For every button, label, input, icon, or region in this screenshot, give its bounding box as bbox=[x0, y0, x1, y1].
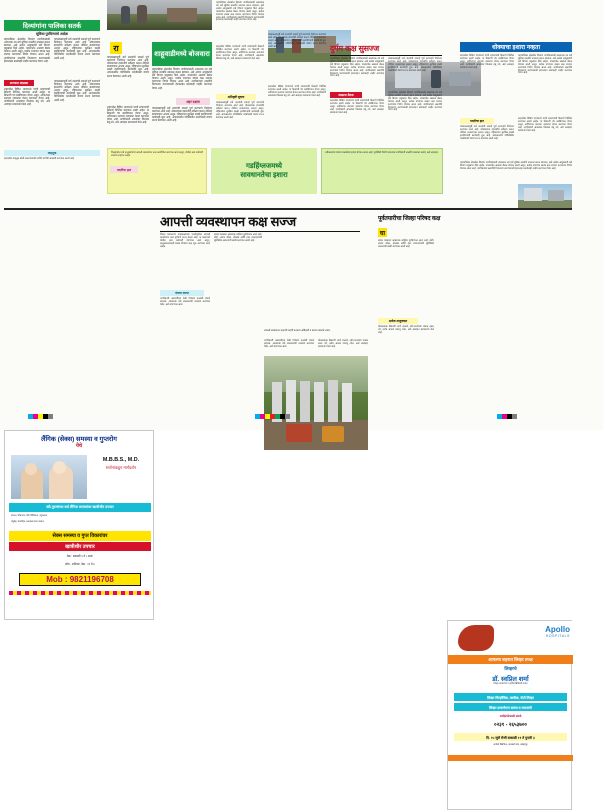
right-col-a: शहरातील विविध भागांमध्ये पाणी साचण्याची ठिकाणे निश्चित करण्यात आली आहेत. या ठिकाणी पंप बसविण्यात येणार असून, अग्निशमन दलाच्या जवानांना तैनात करण्यात येणार आहे. नागरिकांनी अफवांवर विश्वास ठेवू नये, असे आवाहन प्रशासनाने केले आहे. bbox=[460, 54, 514, 69]
left-subhead: सुविधा पुरविण्याचे आदेश bbox=[36, 32, 68, 36]
second-lead-text: जिल्हा प्रशासनाने पावसाळ्याच्या पार्श्वभूमीवर आपत्ती व्यवस्थापन कक्ष पूर्णपणे सज्ज ठेवला आहे. या कक्षामध्ये चोवीस तास कर्मचारी नेमण्यात आले असून, तालुकास्तरावरही स्वतंत्र नियंत्रण कक्ष सुरू करण्यात आले आहेत. bbox=[160, 233, 210, 248]
rule-under-main-headline bbox=[160, 231, 360, 232]
col6-text-a: पावसाळ्यापूर्वी सर्व नाल्यांची सफाई पूर्ण करण्याचे नियोजन करण्यात आले आहे. धोकादायक इमारतींचे सर्वेक्षण करून नोटिसा बजावण्यात आल्या असून, रहिवाशांना सुरक्षित स्थळी हलविण्याची कार्यवाही सुरू आहे. आपत्कालीन परिस्थितीत मदतीसाठी यंत्रणा सज्ज ठेवण्यात आली आहे. bbox=[268, 33, 326, 48]
headline-dhokyacha: धोक्याचा इशारा नव्हता bbox=[460, 42, 572, 52]
ad-left-line-2: मधुमेह, थायरॉइड, रक्तदाब यावर उपचार bbox=[11, 521, 44, 523]
durgam-kicker: आढावा बैठक bbox=[330, 92, 362, 98]
apollo-info-2: लिव्हर प्रत्यारोपण सल्ला व तपासणी bbox=[454, 703, 567, 711]
ad-left-photo bbox=[11, 455, 87, 499]
mid-strip-right-text: नदीकाठच्या गावांना सतर्कतेचा इशारा देण्यात आला आहे. पूरस्थिती निर्माण झाल्यास नागरिकांनी तातडीने स्थलांतर करावे, असे आवाहन. bbox=[325, 151, 439, 154]
apollo-phone: ०२३१ - २६५३७०० bbox=[493, 722, 528, 728]
second-col-4: नागरिकांनी अडचणीच्या वेळी नियंत्रण कक्षाशी संपर्क साधावा. आवश्यक तेथे स्थलांतराची व्यवस्था करण्यात येईल, असे सांगण्यात आले. bbox=[160, 297, 210, 306]
second-col-2: नागरिकांनी अडचणीच्या वेळी नियंत्रण कक्षाशी संपर्क साधावा. आवश्यक तेथे स्थलांतराची व्यवस्था करण्यात येईल, असे सांगण्यात आले. bbox=[264, 339, 314, 348]
durgam-text-a: महापालिका क्षेत्रातील दिव्यांग नागरिकांसाठी आवश्यक त्या सर्व सुविधा तातडीने उपलब्ध करून द्याव्यात, असे आदेश आयुक्तांनी सर्व विभाग प्रमुखांना दिले आहेत. यासंदर्भात आढावा बैठक घेण्यात आली असून, प्रत्येक प्रभागात स्वतंत्र कक्ष स्थापन करण्याचा निर्णय घेण्यात आला आहे. नागरिकांच्या तक्रारींचे निराकरण करण्यासाठी हेल्पलाइन क्रमांकही जाहीर करण्यात येणार आहे. bbox=[330, 57, 384, 78]
ad-left-timing: वेळ : सकाळी ९ ते ८ सायं. bbox=[66, 554, 94, 558]
second-col-1: बचाव पथकांना आवश्यक साहित्य पुरविण्यात आले आहे. बोटी, लाइफ जॅकेट, दोरखंड आणि इतर साधनसामग्री सुस्थितीत असल्याची खात्री करण्यात आली आहे. bbox=[214, 233, 262, 242]
left-banner-text: दिव्यांगांना पालिका सतर्क bbox=[22, 23, 82, 30]
ad-apollo[interactable] bbox=[447, 620, 572, 810]
col4-text-b: पावसाळ्यापूर्वी सर्व नाल्यांची सफाई पूर्ण करण्याचे नियोजन करण्यात आले आहे. धोकादायक इमारतींचे सर्वेक्षण करून नोटिसा बजावण्यात आल्या असून, रहिवाशांना सुरक्षित स्थळी हलविण्याची कार्यवाही सुरू आहे. आपत्कालीन परिस्थितीत मदतीसाठी यंत्रणा सज्ज ठेवण्यात आली आहे. bbox=[152, 107, 212, 123]
apollo-footer-band bbox=[448, 755, 573, 761]
registration-bar-left bbox=[28, 414, 53, 419]
mini-badge-1: मदतीचा हात bbox=[110, 166, 138, 173]
col5-text-b: शहरातील विविध भागांमध्ये पाणी साचण्याची ठिकाणे निश्चित करण्यात आली आहेत. या ठिकाणी पंप बसविण्यात येणार असून, अग्निशमन दलाच्या जवानांना तैनात करण्यात येणार आहे. नागरिकांनी अफवांवर विश्वास ठेवू नये, असे आवाहन प्रशासनाने केले आहे. bbox=[216, 45, 264, 60]
durgam-text-b: पावसाळ्यापूर्वी सर्व नाल्यांची सफाई पूर्ण करण्याचे नियोजन करण्यात आले आहे. धोकादायक इमारतींचे सर्वेक्षण करून नोटिसा बजावण्यात आल्या असून, रहिवाशांना सुरक्षित स्थळी हलविण्याची कार्यवाही सुरू आहे. आपत्कालीन परिस्थितीत मदतीसाठी यंत्रणा सज्ज ठेवण्यात आली आहे. bbox=[388, 57, 442, 72]
right-col-d: शहरातील विविध भागांमध्ये पाणी साचण्याची ठिकाणे निश्चित करण्यात आली आहेत. या ठिकाणी पंप बसविण्यात येणार असून, अग्निशमन दलाच्या जवानांना तैनात करण्यात येणार आहे. नागरिकांनी अफवांवर विश्वास ठेवू नये, असे आवाहन प्रशासनाने केले आहे. bbox=[518, 117, 572, 132]
main-headline: आपत्ती व्यवस्थापन कक्ष सज्ज bbox=[160, 214, 296, 229]
ad-left-title: लैंगिक (सेक्स) समस्या व गुप्तरोग bbox=[41, 436, 117, 443]
ad-left-line-1: वंध्यत्व, शीघ्रपतन, लिंग शिथिलता, नपुंसकत्व bbox=[11, 515, 48, 517]
ad-sexology[interactable] bbox=[4, 430, 154, 620]
left-col-4: पावसाळ्यापूर्वी सर्व नाल्यांची सफाई पूर्ण करण्याचे नियोजन करण्यात आले आहे. धोकादायक इमारतींचे सर्वेक्षण करून नोटिसा बजावण्यात आल्या असून, रहिवाशांना सुरक्षित स्थळी हलविण्याची कार्यवाही सुरू आहे. आपत्कालीन परिस्थितीत मदतीसाठी यंत्रणा सज्ज ठेवण्यात आली आहे. bbox=[54, 80, 100, 102]
col4-text-a: महापालिका क्षेत्रातील दिव्यांग नागरिकांसाठी आवश्यक त्या सर्व सुविधा तातडीने उपलब्ध करून द्याव्यात, असे आदेश आयुक्तांनी सर्व विभाग प्रमुखांना दिले आहेत. यासंदर्भात आढावा बैठक घेण्यात आली असून, प्रत्येक प्रभागात स्वतंत्र कक्ष स्थापन करण्याचा निर्णय घेण्यात आला आहे. नागरिकांच्या तक्रारींचे निराकरण करण्यासाठी हेल्पलाइन क्रमांकही जाहीर करण्यात येणार आहे. bbox=[152, 68, 212, 90]
left-kicker-badge: सज्जता आढावा bbox=[4, 80, 34, 86]
durgam-text-d: महापालिका क्षेत्रातील दिव्यांग नागरिकांसाठी आवश्यक त्या सर्व सुविधा तातडीने उपलब्ध करून द्याव्यात, असे आदेश आयुक्तांनी सर्व विभाग प्रमुखांना दिले आहेत. यासंदर्भात आढावा बैठक घेण्यात आली असून, प्रत्येक प्रभागात स्वतंत्र कक्ष स्थापन करण्याचा निर्णय घेण्यात आला आहे. नागरिकांच्या तक्रारींचे निराकरण करण्यासाठी हेल्पलाइन क्रमांकही जाहीर करण्यात येणार आहे. bbox=[388, 91, 442, 112]
ad-left-band: स्त्री-पुरुषांच्या सर्व लैंगिक समस्यांवर खात्रीशीर उपचार bbox=[9, 503, 151, 512]
registration-bar-right bbox=[497, 414, 517, 419]
headline-durgam: दुर्गम कक्ष सुसज्ज bbox=[330, 44, 379, 53]
second-col-3: धोकादायक ठिकाणी जाणे टाळावे, नदी-नाल्यांच्या पात्रात उतरू नये, तसेच अफवा पसरवू नयेत, असे आवाहन प्रशासनाने केले आहे. bbox=[318, 339, 368, 348]
apollo-appointment: अपॉइंटमेंटसाठी संपर्क bbox=[499, 714, 522, 718]
ad-left-highlight: सेक्स समस्या व गुप्त विकारांवर bbox=[9, 531, 151, 541]
col3-text-b: शहरातील विविध भागांमध्ये पाणी साचण्याची ठिकाणे निश्चित करण्यात आली आहेत. या ठिकाणी पंप बसविण्यात येणार असून, अग्निशमन दलाच्या जवानांना तैनात करण्यात येणार आहे. नागरिकांनी अफवांवर विश्वास ठेवू नये, असे आवाहन प्रशासनाने केले आहे. bbox=[107, 106, 149, 125]
ad-left-decor-border bbox=[9, 591, 151, 595]
mid-strip-left-text: जिल्ह्यातील सर्व तालुक्यांमध्ये आपत्ती व्यवस्थापन कक्ष कार्यान्वित करण्यात आले असून, चोवीस तास कर्मचारी उपलब्ध राहणार आहेत. bbox=[111, 151, 203, 157]
sub-col-text-a: बचाव पथकांना आवश्यक साहित्य पुरविण्यात आले आहे. बोटी, लाइफ जॅकेट, दोरखंड आणि इतर साधनसामग्री सुस्थितीत असल्याची खात्री करण्यात आली आहे. bbox=[378, 239, 434, 248]
apollo-info-1: लिव्हर सिऱ्हॉसिस, कावीळ, फॅटी लिव्हर bbox=[454, 693, 567, 701]
apollo-brand-sub: HOSPITALS bbox=[545, 634, 570, 638]
ad-left-qualification: सर्जनांकडून मार्गदर्शन bbox=[105, 465, 137, 470]
col5-text-a: महापालिका क्षेत्रातील दिव्यांग नागरिकांसाठी आवश्यक त्या सर्व सुविधा तातडीने उपलब्ध करून द्याव्यात, असे आदेश आयुक्तांनी सर्व विभाग प्रमुखांना दिले आहेत. यासंदर्भात आढावा बैठक घेण्यात आली असून, प्रत्येक प्रभागात स्वतंत्र कक्ष स्थापन करण्याचा निर्णय घेण्यात आला आहे. नागरिकांच्या तक्रारींचे निराकरण करण्यासाठी हेल्पलाइन क्रमांकही जाहीर करण्यात येणार आहे. bbox=[216, 1, 264, 22]
sub-kicker-1: प्रत्येक तालुक्यात bbox=[378, 318, 418, 324]
col3-text-a: पावसाळ्यापूर्वी सर्व नाल्यांची सफाई पूर्ण करण्याचे नियोजन करण्यात आले आहे. धोकादायक इमारतींचे सर्वेक्षण करून नोटिसा बजावण्यात आल्या असून, रहिवाशांना सुरक्षित स्थळी हलविण्याची कार्यवाही सुरू आहे. आपत्कालीन परिस्थितीत मदतीसाठी यंत्रणा सज्ज ठेवण्यात आली आहे. bbox=[107, 56, 149, 78]
box-small-head: वाहतूक bbox=[4, 150, 100, 156]
liver-icon bbox=[458, 625, 494, 651]
col5-text-c: पावसाळ्यापूर्वी सर्व नाल्यांची सफाई पूर्ण करण्याचे नियोजन करण्यात आले आहे. धोकादायक इमारतींचे सर्वेक्षण करून नोटिसा बजावण्यात आल्या असून, रहिवाशांना सुरक्षित स्थळी हलविण्याची कार्यवाही सुरू आहे. आपत्कालीन परिस्थितीत मदतीसाठी यंत्रणा सज्ज ठेवण्यात आली आहे. bbox=[216, 101, 264, 119]
durgam-text-c: शहरातील विविध भागांमध्ये पाणी साचण्याची ठिकाणे निश्चित करण्यात आली आहेत. या ठिकाणी पंप बसविण्यात येणार असून, अग्निशमन दलाच्या जवानांना तैनात करण्यात येणार आहे. नागरिकांनी अफवांवर विश्वास ठेवू नये, असे आवाहन प्रशासनाने केले आहे. bbox=[330, 99, 384, 114]
mid-text-col-a bbox=[4, 200, 100, 206]
ad-left-phone: Mob : 9821196708 bbox=[19, 573, 141, 586]
col5-kicker: अतिवृष्टी सूचना bbox=[216, 94, 256, 100]
right-col-e: महापालिका क्षेत्रातील दिव्यांग नागरिकांसाठी आवश्यक त्या सर्व सुविधा तातडीने उपलब्ध करून द्याव्यात, असे आदेश आयुक्तांनी सर्व विभाग प्रमुखांना दिले आहेत. यासंदर्भात आढावा बैठक घेण्यात आली असून, प्रत्येक प्रभागात स्वतंत्र कक्ष स्थापन करण्याचा निर्णय घेण्यात आला आहे. नागरिकांच्या तक्रारींचे निराकरण करण्यासाठी हेल्पलाइन क्रमांकही जाहीर करण्यात येणार आहे. bbox=[460, 161, 572, 170]
right-kicker: मदतीचा हात bbox=[460, 118, 494, 124]
second-kicker-2: यंत्रणा सज्ज bbox=[160, 290, 204, 296]
ad-left-doctor: M.B.B.S., M.D. bbox=[102, 457, 140, 463]
sub-headline: पूर्वतयारीचा जिल्हा परिषद कक्ष bbox=[378, 216, 441, 222]
mid-strip-center-banner bbox=[211, 148, 317, 194]
apollo-brand: Apollo bbox=[545, 625, 570, 634]
sub-dropcap: घा bbox=[378, 228, 387, 237]
apollo-sub-banner: लिव्हरचे bbox=[504, 666, 517, 671]
rule-under-durgam bbox=[330, 55, 442, 56]
section-divider bbox=[4, 208, 572, 210]
shahuwadi-badge: शाहूवाडीमध्ये बोजवारा bbox=[152, 42, 212, 66]
right-col-c: पावसाळ्यापूर्वी सर्व नाल्यांची सफाई पूर्ण करण्याचे नियोजन करण्यात आले आहे. धोकादायक इमारतींचे सर्वेक्षण करून नोटिसा बजावण्यात आल्या असून, रहिवाशांना सुरक्षित स्थळी हलविण्याची कार्यवाही सुरू आहे. आपत्कालीन परिस्थितीत मदतीसाठी यंत्रणा सज्ज ठेवण्यात आली आहे. bbox=[460, 125, 514, 140]
mid-banner-line2: सावधानतेचा इशारा bbox=[240, 172, 288, 179]
top-photo-1 bbox=[107, 0, 212, 30]
shahar-dakshata-badge: शहर दक्षता bbox=[176, 98, 210, 105]
left-col-2: पावसाळ्यापूर्वी सर्व नाल्यांची सफाई पूर्ण करण्याचे नियोजन करण्यात आले आहे. धोकादायक इमारतींचे सर्वेक्षण करून नोटिसा बजावण्यात आल्या असून, रहिवाशांना सुरक्षित स्थळी हलविण्याची कार्यवाही सुरू आहे. आपत्कालीन परिस्थितीत मदतीसाठी यंत्रणा सज्ज ठेवण्यात आली आहे. bbox=[54, 38, 100, 60]
col6-text-b: शहरातील विविध भागांमध्ये पाणी साचण्याची ठिकाणे निश्चित करण्यात आली आहेत. या ठिकाणी पंप बसविण्यात येणार असून, अग्निशमन दलाच्या जवानांना तैनात करण्यात येणार आहे. नागरिकांनी अफवांवर विश्वास ठेवू नये, असे आवाहन प्रशासनाने केले आहे. bbox=[268, 85, 326, 97]
photo-caption: आपत्ती व्यवस्थापन कक्षाची पाहणी करताना अधिकारी व बचाव पथकाचे जवान. bbox=[264, 329, 331, 332]
apollo-venue: अपोलो क्लिनिक, ताराबाई पार्क, कोल्हापूर bbox=[493, 744, 528, 746]
ad-left-subtitle: येथे bbox=[75, 443, 83, 449]
apollo-date: दि. १५ जुलै रोजी सकाळी ११ ते दुपारी ३ bbox=[454, 733, 567, 741]
apollo-doctor-name: डॉ. स्वप्निल शर्मा bbox=[492, 676, 529, 683]
left-col-3: शहरातील विविध भागांमध्ये पाणी साचण्याची ठिकाणे निश्चित करण्यात आली आहेत. या ठिकाणी पंप बसविण्यात येणार असून, अग्निशमन दलाच्या जवानांना तैनात करण्यात येणार आहे. नागरिकांनी अफवांवर विश्वास ठेवू नये, असे आवाहन प्रशासनाने केले आहे. bbox=[4, 88, 50, 107]
right-col-b: महापालिका क्षेत्रातील दिव्यांग नागरिकांसाठी आवश्यक त्या सर्व सुविधा तातडीने उपलब्ध करून द्याव्यात, असे आदेश आयुक्तांनी सर्व विभाग प्रमुखांना दिले आहेत. यासंदर्भात आढावा बैठक घेण्यात आली असून, प्रत्येक प्रभागात स्वतंत्र कक्ष स्थापन करण्याचा निर्णय घेण्यात आला आहे. नागरिकांच्या तक्रारींचे निराकरण करण्यासाठी हेल्पलाइन क्रमांकही जाहीर करण्यात येणार आहे. bbox=[518, 54, 572, 75]
box-small-text: शहरातील वाहतूक कोंडी टाळण्यासाठी पर्यायी मार्गांची आखणी करण्यात आली आहे. bbox=[4, 157, 75, 160]
drop-cap-badge: रा bbox=[110, 42, 122, 54]
ad-left-highlight-2: खात्रीशीर उपचार bbox=[9, 542, 151, 551]
ad-left-address: सोम - शनिवार, वेळ : ११ ते ६ bbox=[65, 562, 95, 566]
left-banner-headline bbox=[4, 20, 100, 31]
mid-banner-line1: गडहिंग्लजमध्ये bbox=[245, 163, 282, 170]
apollo-doctor-qual: लिव्हर प्रत्यारोपण व हेपॅटो-बिलियरी सर्जन bbox=[493, 683, 528, 685]
mid-strip-right-box bbox=[321, 148, 443, 194]
sub-col-text-b: धोकादायक ठिकाणी जाणे टाळावे, नदी-नाल्यांच्या पात्रात उतरू नये, तसेच अफवा पसरवू नयेत, असे आवाहन प्रशासनाने केले आहे. bbox=[378, 325, 434, 334]
registration-bar-center bbox=[255, 414, 290, 419]
left-col-1: महापालिका क्षेत्रातील दिव्यांग नागरिकांसाठी आवश्यक त्या सर्व सुविधा तातडीने उपलब्ध करून द्याव्यात, असे आदेश आयुक्तांनी सर्व विभाग प्रमुखांना दिले आहेत. यासंदर्भात आढावा बैठक घेण्यात आली असून, प्रत्येक प्रभागात स्वतंत्र कक्ष स्थापन करण्याचा निर्णय घेण्यात आला आहे. नागरिकांच्या तक्रारींचे निराकरण करण्यासाठी हेल्पलाइन क्रमांकही जाहीर करण्यात येणार आहे. bbox=[4, 38, 50, 63]
apollo-banner: आपल्या शहरात लिव्हर तज्ज्ञ bbox=[448, 655, 573, 664]
